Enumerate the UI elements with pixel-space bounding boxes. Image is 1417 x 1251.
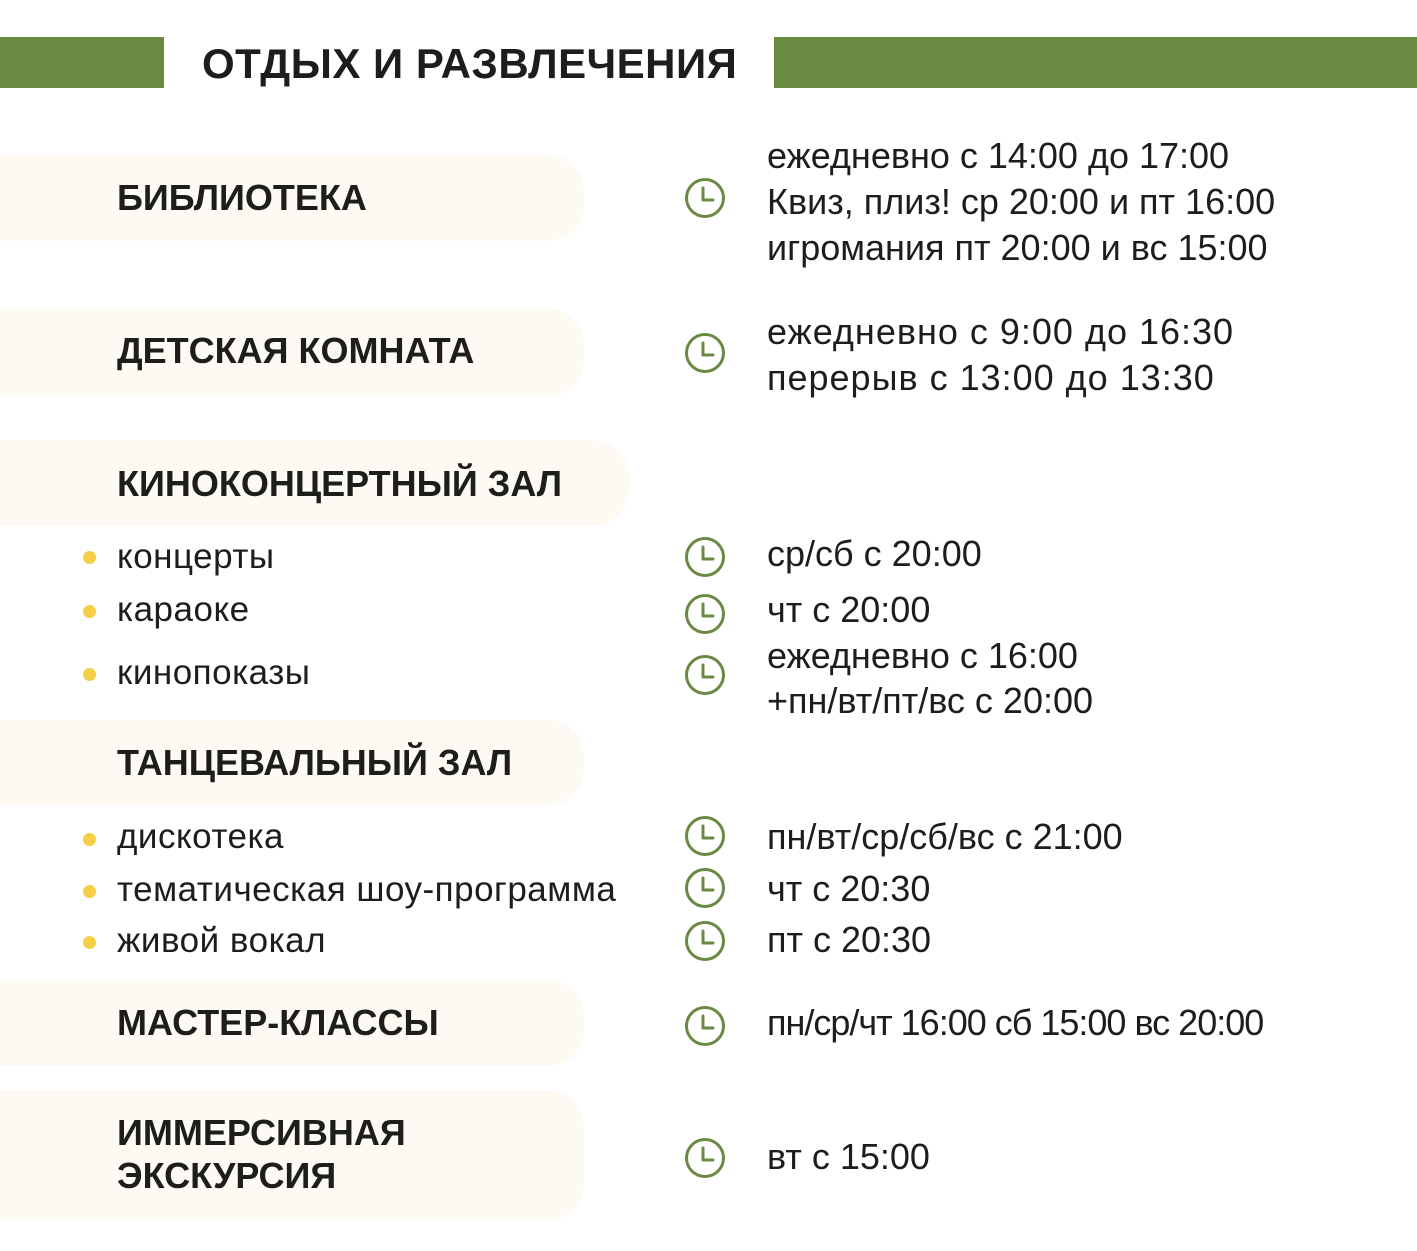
section-title-library: БИБЛИОТЕКА xyxy=(117,177,367,218)
schedule-kids-room-1: ежедневно с 9:00 до 16:30 xyxy=(767,311,1235,352)
section-title-immersive-tour-2: ЭКСКУРСИЯ xyxy=(117,1155,337,1196)
schedule-movies-2: +пн/вт/пт/вс с 20:00 xyxy=(767,680,1094,721)
schedule-library-2: Квиз, плиз! ср 20:00 и пт 16:00 xyxy=(767,181,1276,222)
schedule-show-program: чт с 20:30 xyxy=(767,868,931,909)
bullet-dot-icon xyxy=(83,833,96,846)
section-master-classes xyxy=(0,980,584,1066)
schedule-karaoke: чт с 20:00 xyxy=(767,589,931,630)
item-show-program: тематическая шоу-программа xyxy=(117,870,617,909)
clock-icon xyxy=(684,654,726,696)
section-title-immersive-tour-1: ИММЕРСИВНАЯ xyxy=(117,1112,406,1153)
schedule-live-vocal: пт с 20:30 xyxy=(767,919,932,960)
bullet-dot-icon xyxy=(83,551,96,564)
schedule-concerts: ср/сб с 20:00 xyxy=(767,533,982,574)
header-bar-left xyxy=(0,37,164,88)
section-cinema-hall xyxy=(0,440,629,526)
clock-icon xyxy=(684,867,726,909)
clock-icon xyxy=(684,1005,726,1047)
clock-icon xyxy=(684,332,726,374)
schedule-kids-room-2: перерыв с 13:00 до 13:30 xyxy=(767,357,1215,398)
bullet-dot-icon xyxy=(83,668,96,681)
item-concerts: концерты xyxy=(117,537,275,576)
clock-icon xyxy=(684,1137,726,1179)
clock-icon xyxy=(684,815,726,857)
clock-icon xyxy=(684,536,726,578)
section-kids-room xyxy=(0,309,584,396)
schedule-library-1: ежедневно с 14:00 до 17:00 xyxy=(767,135,1230,176)
item-movies: кинопоказы xyxy=(117,653,311,692)
page-title: ОТДЫХ И РАЗВЛЕЧЕНИЯ xyxy=(202,40,738,87)
schedule-library-3: игромания пт 20:00 и вс 15:00 xyxy=(767,227,1268,268)
section-immersive-tour xyxy=(0,1090,584,1220)
item-karaoke: караоке xyxy=(117,590,250,629)
schedule-movies-1: ежедневно с 16:00 xyxy=(767,635,1078,676)
item-disco: дискотека xyxy=(117,817,285,856)
clock-icon xyxy=(684,177,726,219)
section-library xyxy=(0,155,584,241)
schedule-immersive-tour: вт с 15:00 xyxy=(767,1136,930,1177)
section-title-kids-room: ДЕТСКАЯ КОМНАТА xyxy=(117,330,475,371)
bullet-dot-icon xyxy=(83,885,96,898)
clock-icon xyxy=(684,920,726,962)
section-dance-hall xyxy=(0,720,584,805)
section-title-cinema-hall: КИНОКОНЦЕРТНЫЙ ЗАЛ xyxy=(117,463,563,504)
section-title-dance-hall: ТАНЦЕВАЛЬНЫЙ ЗАЛ xyxy=(117,742,513,783)
schedule-disco: пн/вт/ср/сб/вс с 21:00 xyxy=(767,816,1123,857)
bullet-dot-icon xyxy=(83,936,96,949)
bullet-dot-icon xyxy=(83,605,96,618)
section-title-master-classes: МАСТЕР-КЛАССЫ xyxy=(117,1002,439,1043)
schedule-master-classes: пн/ср/чт 16:00 сб 15:00 вс 20:00 xyxy=(767,1002,1264,1043)
header-bar-right xyxy=(774,37,1417,88)
clock-icon xyxy=(684,593,726,635)
item-live-vocal: живой вокал xyxy=(117,921,327,960)
